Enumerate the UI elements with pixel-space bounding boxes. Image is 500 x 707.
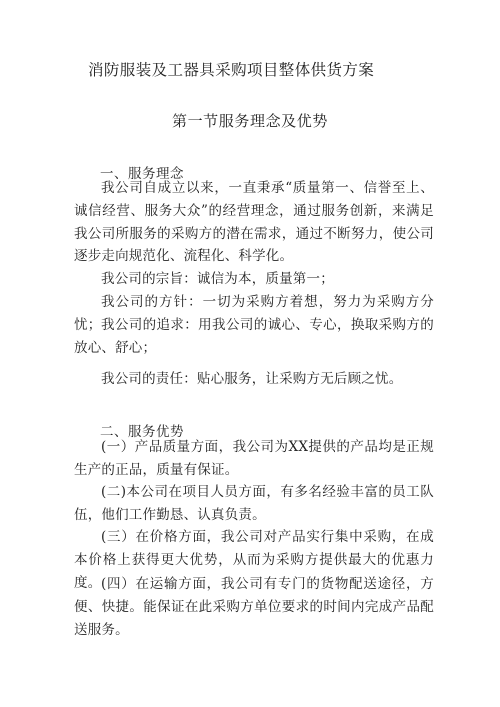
part2-heading: 二、服务优势 [100, 424, 184, 440]
part1-heading: 一、服务理念 [100, 166, 184, 182]
part2-paragraph: (三）在价格方面，我公司对产品实行集中采购，在成本价格上获得更大优势，从而为采购方提供最大的优惠力度。 [74, 529, 434, 591]
document-title: 消防服装及工器具采购项目整体供货方案 [88, 61, 375, 79]
part2-paragraph: (四）在运输方面，我公司有专门的货物配送途径，方便、快捷。能保证在此采购方单位要求的时间内完成产品配送服务。 [74, 576, 434, 638]
part1-paragraph: 我公司的方针：一切为采购方着想，努力为采购方分忧； [74, 294, 434, 333]
part2-paragraph: (一）产品质量方面，我公司为XX提供的产品均是正规生产的正品，质量有保证。 [74, 439, 434, 478]
part1-paragraph: 我公司的追求：用我公司的诚心、专心，换取采购方的放心、舒心； [74, 317, 434, 356]
section-title: 第一节服务理念及优势 [171, 112, 328, 130]
part2-paragraph: (二)本公司在项目人员方面，有多名经验丰富的员工队伍，他们工作勤恳、认真负责。 [74, 484, 434, 523]
part1-paragraph: 我公司的宗旨：诚信为本，质量第一； [101, 271, 334, 287]
part1-paragraph: 我公司的责任：贴心服务，让采购方无后顾之忧。 [101, 371, 403, 387]
part1-paragraph: 我公司自成立以来，一直秉承“质量第一、信誉至上、诚信经营、服务大众”的经营理念，通过服务创新，来满足我公司所服务的采购方的潜在需求，通过不断努力，使公司逐步走向规范化、流程化、科学化。 [74, 180, 434, 265]
